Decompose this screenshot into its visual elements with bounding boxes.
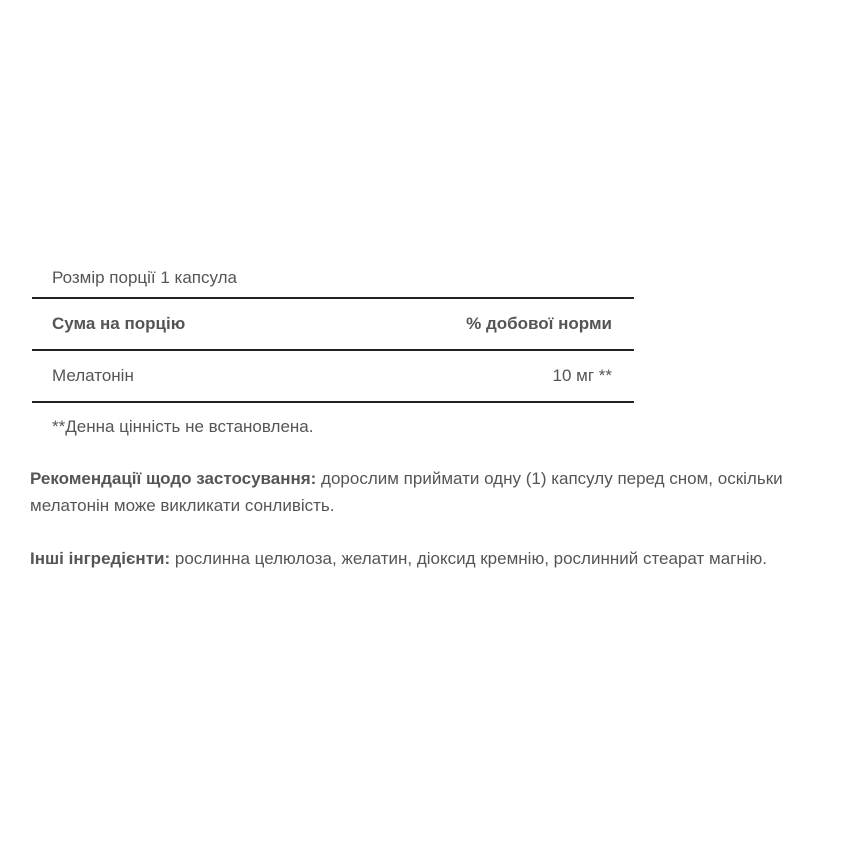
other-ingredients-text: рослинна целюлоза, желатин, діоксид кремнію, рослинний стеарат магнію. [170,549,767,568]
footnote: **Денна цінність не встановлена. [52,417,314,436]
nutrient-name: Мелатонін [52,366,134,385]
directions-paragraph [30,465,840,519]
header-amount-per-serving: Сума на порцію [52,314,186,333]
supplement-facts-table [32,258,634,403]
table-row [32,351,634,403]
directions-label: Рекомендації щодо застосування: [30,469,317,488]
other-ingredients-paragraph [30,545,840,572]
header-daily-value: % добової норми [466,314,612,333]
nutrient-amount: 10 мг ** [552,366,612,385]
serving-size-text: Розмір порції 1 капсула [52,267,238,287]
table-header-row [32,299,634,351]
serving-size-row [32,258,634,299]
other-ingredients-label: Інші інгредієнти: [30,549,171,568]
directions-text: дорослим приймати одну (1) капсулу перед сном, оскільки мелатонін може викликати сонливість. [30,469,783,515]
